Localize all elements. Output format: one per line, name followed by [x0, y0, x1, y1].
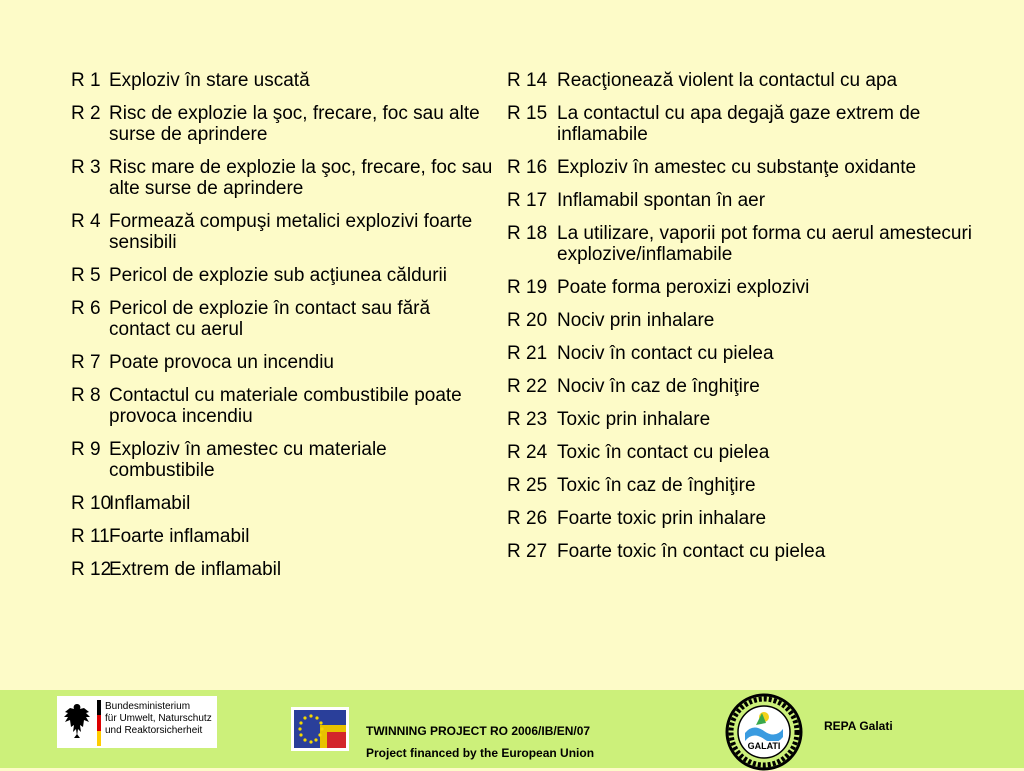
r-phrase-item: R 25 Toxic în caz de înghiţire — [507, 475, 756, 496]
r-phrase-item: R 26 Foarte toxic prin inhalare — [507, 508, 767, 529]
flag-stripes — [97, 700, 101, 746]
r-phrase-item: R 5 Pericol de explozie sub acţiunea căldurii — [71, 265, 447, 286]
r-phrase-item: R 20 Nociv prin inhalare — [507, 310, 715, 331]
footer-bar — [0, 690, 1024, 768]
ministry-name: Bundesministerium für Umwelt, Naturschutz und Reaktorsicherheit — [105, 701, 212, 736]
r-phrase-item: R 14 Reacţionează violent la contactul cu apa — [507, 70, 898, 91]
r-phrase-item: R 11 Foarte inflamabil — [71, 526, 250, 547]
r-phrase-item: R 27 Foarte toxic în contact cu pielea — [507, 541, 826, 562]
r-phrase-item: R 21 Nociv în contact cu pielea — [507, 343, 774, 364]
r-phrase-item: R 23 Toxic prin inhalare — [507, 409, 711, 430]
seal-text: GALATI — [747, 741, 781, 751]
eu-flag-icon — [291, 707, 349, 751]
r-phrase-item: R 19 Poate forma peroxizi explozivi — [507, 277, 810, 298]
r-phrase-item: R 18 La utilizare, vaporii pot forma cu aerul amestecuri explozive/inflamabile — [507, 223, 973, 265]
r-phrase-item: R 16 Exploziv în amestec cu substanţe oxidante — [507, 157, 917, 178]
r-phrase-item: R 15 La contactul cu apa degajă gaze extrem de inflamabile — [507, 103, 921, 145]
r-phrase-item: R 8 Contactul cu materiale combustibile poate provoca incendiu — [71, 385, 462, 427]
r-phrases-left-column — [71, 70, 496, 592]
project-info — [366, 720, 594, 764]
r-phrase-item: R 17 Inflamabil spontan în aer — [507, 190, 766, 211]
r-phrase-item: R 10 Inflamabil — [71, 493, 191, 514]
r-phrase-item: R 12 Extrem de inflamabil — [71, 559, 282, 580]
r-phrase-item: R 3 Risc mare de explozie la şoc, frecare, foc sau alte surse de aprindere — [71, 157, 493, 199]
r-phrases-right-column — [507, 70, 987, 574]
r-phrase-item: R 4 Formează compuşi metalici explozivi foarte sensibili — [71, 211, 473, 253]
project-title: TWINNING PROJECT RO 2006/IB/EN/07 — [366, 724, 591, 738]
r-phrase-item: R 9 Exploziv în amestec cu materiale combustibile — [71, 439, 387, 481]
agency-seal-icon — [723, 693, 805, 771]
r-phrase-item: R 24 Toxic în contact cu pielea — [507, 442, 770, 463]
org-name: REPA Galati — [824, 719, 893, 733]
ministry-logo — [57, 696, 217, 748]
eagle-icon — [61, 700, 93, 744]
r-phrase-item: R 7 Poate provoca un incendiu — [71, 352, 334, 373]
r-phrase-item: R 1 Exploziv în stare uscată — [71, 70, 310, 91]
r-phrase-item: R 2 Risc de explozie la şoc, frecare, foc sau alte surse de aprindere — [71, 103, 480, 145]
r-phrase-item: R 6 Pericol de explozie în contact sau fără contact cu aerul — [71, 298, 431, 340]
r-phrase-item: R 22 Nociv în caz de înghiţire — [507, 376, 760, 397]
project-funding: Project financed by the European Union — [366, 746, 595, 760]
